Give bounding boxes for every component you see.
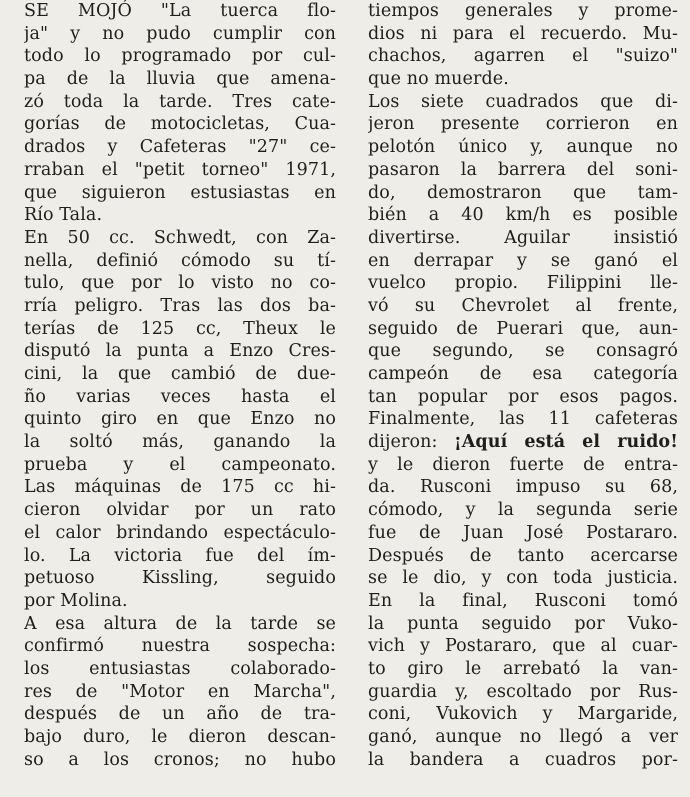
- text-line: jeron presente corrieron en: [368, 114, 678, 135]
- text-line: nella, definió cómodo su tí-: [24, 250, 336, 271]
- text-line: prueba y el campeonato.: [24, 454, 336, 475]
- text-line: cómodo, y la segunda serie: [368, 500, 678, 521]
- text-line: la punta seguido por Vuko-: [368, 613, 678, 634]
- text-line: divertirse. Aguilar insistió: [368, 227, 678, 248]
- text-line: do, demostraron que tam-: [368, 182, 678, 203]
- text-line: que siguieron estusiastas en: [24, 182, 336, 203]
- text-line: el calor brindando espectáculo-: [24, 522, 336, 543]
- text-line: A esa altura de la tarde se: [24, 613, 336, 634]
- text-line: vuelco propio. Filippini lle-: [368, 273, 678, 294]
- text-line: SE MOJÓ "La tuerca flo-: [24, 1, 336, 21]
- text-line: zó toda la tarde. Tres cate-: [24, 91, 336, 112]
- text-line: por Molina.: [24, 590, 128, 611]
- text-line: disputó la punta a Enzo Cres-: [24, 341, 336, 362]
- text-line-with-emphasis: [368, 431, 678, 454]
- text-line: so a los cronos; no hubo: [24, 749, 336, 770]
- text-line: rría peligro. Tras las dos ba-: [24, 295, 336, 316]
- text-line: chachos, agarren el "suizo": [368, 46, 678, 67]
- text-line: quinto giro en que Enzo no: [24, 409, 336, 430]
- text-line: Las máquinas de 175 cc hi-: [24, 477, 336, 498]
- article-left-column: [24, 0, 336, 771]
- text-line: res de "Motor en Marcha",: [24, 681, 336, 702]
- text-line: ganó, aunque no llegó a ver: [368, 727, 678, 747]
- text-line: En 50 cc. Schwedt, con Za-: [24, 227, 336, 248]
- text-line: petuoso Kissling, seguido: [24, 568, 336, 589]
- text-line: pa de la lluvia que amena-: [24, 69, 336, 90]
- text-line: Después de tanto acercarse: [368, 545, 678, 566]
- text-line: da. Rusconi impuso su 68,: [368, 477, 678, 498]
- text-line: Finalmente, las 11 cafeteras: [368, 409, 678, 430]
- text-line: to giro le arrebató la van-: [368, 658, 678, 679]
- text-line: se le dio, y con toda justicia.: [368, 568, 678, 589]
- text-line: cieron olvidar por un rato: [24, 500, 336, 521]
- text-line: la soltó más, ganando la: [24, 432, 336, 453]
- text-line: los entusiastas colaborado-: [24, 658, 336, 679]
- text-line: que no muerde.: [368, 69, 509, 90]
- text-line: que segundo, se consagró: [368, 341, 678, 362]
- text-line: tan popular por esos pagos.: [368, 386, 678, 407]
- text-line: terías de 125 cc, Theux le: [24, 318, 336, 339]
- text-line: bién a 40 km/h es posible: [368, 205, 678, 226]
- text-line: guardia y, escoltado por Rus-: [368, 681, 678, 702]
- text-line: rraban el "petit torneo" 1971,: [24, 159, 336, 180]
- text-line: seguido de Puerari que, aun-: [368, 318, 678, 339]
- text-line: drados y Cafeteras "27" ce-: [24, 137, 336, 158]
- text-line: vich y Postararo, que al cuar-: [368, 636, 678, 657]
- text-line: campeón de esa categoría: [368, 364, 678, 384]
- text-line: fue de Juan José Postararo.: [368, 522, 678, 543]
- text-line: dios ni para el recuerdo. Mu-: [368, 23, 678, 44]
- text-line: tiempos generales y prome-: [368, 1, 678, 21]
- text-line: en derrapar y se ganó el: [368, 250, 678, 271]
- text-line: lo. La victoria fue del ím-: [24, 545, 336, 566]
- text-line: todo lo programado por cul-: [24, 46, 336, 67]
- text-line: cini, la que cambió de due-: [24, 364, 336, 384]
- text-line: la bandera a cuadros por-: [368, 749, 678, 770]
- text-fragment: dijeron:: [368, 432, 454, 453]
- text-line: ja" y no pudo cumplir con: [24, 23, 336, 44]
- text-line: y le dieron fuerte de entra-: [368, 454, 678, 475]
- text-line: coni, Vukovich y Margaride,: [368, 704, 678, 725]
- text-line: Los siete cuadrados que di-: [368, 91, 678, 112]
- text-line: ño varias veces hasta el: [24, 386, 336, 407]
- text-line: En la final, Rusconi tomó: [368, 590, 678, 611]
- emphasis-exclamation: ¡Aquí está el ruido!: [453, 432, 678, 453]
- text-line: pasaron la barrera del soni-: [368, 159, 678, 180]
- column-gutter: [352, 0, 353, 797]
- text-line: tulo, que por lo visto no co-: [24, 273, 336, 294]
- text-line: después de un año de tra-: [24, 704, 336, 725]
- text-line: gorías de motocicletas, Cua-: [24, 114, 336, 135]
- text-line: bajo duro, le dieron descan-: [24, 727, 336, 747]
- text-line: Río Tala.: [24, 205, 103, 226]
- article-right-column: [368, 0, 678, 771]
- text-line: confirmó nuestra sospecha:: [24, 636, 336, 657]
- text-line: vó su Chevrolet al frente,: [368, 295, 678, 316]
- text-line: pelotón único y, aunque no: [368, 137, 678, 158]
